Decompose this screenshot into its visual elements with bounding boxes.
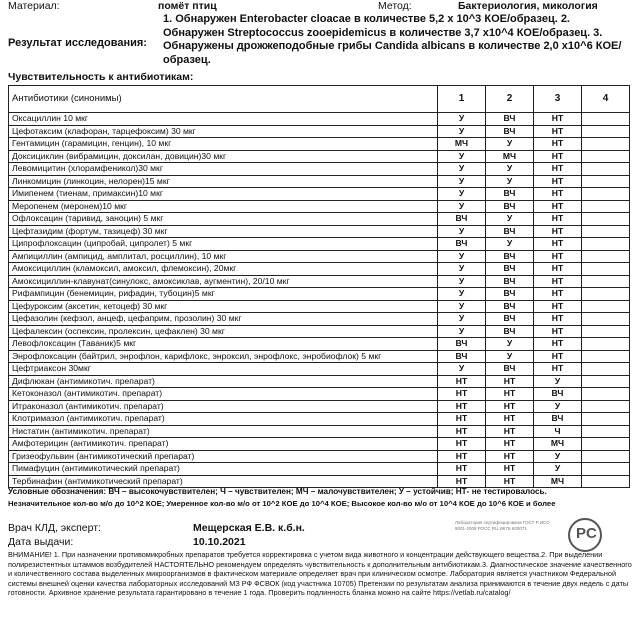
antibiotic-name: Левофлоксацин (Таваник)5 мкг bbox=[9, 338, 438, 351]
sensitivity-cell: ВЧ bbox=[438, 338, 486, 351]
sensitivity-cell: ВЧ bbox=[486, 188, 534, 201]
sensitivity-cell: НТ bbox=[534, 113, 582, 126]
sensitivity-cell bbox=[582, 150, 630, 163]
sensitivity-cell: У bbox=[486, 238, 534, 251]
sensitivity-cell: У bbox=[438, 150, 486, 163]
sensitivity-cell: У bbox=[438, 200, 486, 213]
sensitivity-cell: НТ bbox=[534, 175, 582, 188]
antibiotic-name: Тербинафин (антимикотический препарат) bbox=[9, 475, 438, 488]
sensitivity-cell bbox=[582, 138, 630, 151]
sensitivity-cell: НТ bbox=[534, 325, 582, 338]
sensitivity-cell: НТ bbox=[486, 425, 534, 438]
sensitivity-cell: НТ bbox=[486, 450, 534, 463]
sensitivity-cell: НТ bbox=[486, 463, 534, 476]
sensitivity-cell: У bbox=[486, 163, 534, 176]
table-row bbox=[9, 350, 630, 363]
sensitivity-cell: НТ bbox=[534, 125, 582, 138]
table-row bbox=[9, 363, 630, 376]
sensitivity-cell: НТ bbox=[534, 188, 582, 201]
antibiotic-name: Амфотерицин (антимикотич. препарат) bbox=[9, 438, 438, 451]
sensitivity-cell: НТ bbox=[534, 225, 582, 238]
table-row bbox=[9, 238, 630, 251]
column-header: 4 bbox=[582, 86, 630, 113]
sensitivity-cell: ВЧ bbox=[486, 200, 534, 213]
sensitivity-cell: НТ bbox=[486, 438, 534, 451]
sensitivity-cell: У bbox=[486, 175, 534, 188]
sensitivity-table bbox=[8, 85, 630, 488]
table-row bbox=[9, 200, 630, 213]
sensitivity-cell: НТ bbox=[534, 163, 582, 176]
table-row bbox=[9, 113, 630, 126]
table-row bbox=[9, 438, 630, 451]
antibiotic-name: Левомицитин (хлорамфеникол)30 мкг bbox=[9, 163, 438, 176]
sensitivity-cell: НТ bbox=[486, 400, 534, 413]
sensitivity-cell bbox=[582, 263, 630, 276]
sensitivity-cell bbox=[582, 113, 630, 126]
notes-text: ВНИМАНИЕ! 1. При назначении противомикробных препаратов требуется корректировка с учетом вида животного и концентрации действующего вещества.2. При выделении полирезистентных штаммов возбудителей НАСТОЯТЕЛЬНО рекомендуем определять чувствительность к дополнительным антибиотикам.3. Диагностическое значение качественного и количественного состава выделенных микроорганизмов в фактическом материале определяет врач при клиническом осмотре. Лаборатория является участником Федеральной системы внешней оценки качества лабораторных исследований МЗ РФ ФСВОК (код участника 10705) Претензии по результатам анализа принимаются в течение двух недель с даты готовности. Архивное хранение результата гарантировано в течение 1 года. Проверить подлинность бланка можно на сайте https://vetlab.ru/catalog/ bbox=[8, 550, 632, 597]
antibiotic-name: Оксациллин 10 мкг bbox=[9, 113, 438, 126]
issue-date-label: Дата выдачи: bbox=[8, 536, 74, 548]
sensitivity-cell: У bbox=[438, 313, 486, 326]
antibiotic-name: Амоксициллин (кламоксил, амоксил, флемоксин), 20мкг bbox=[9, 263, 438, 276]
method-label: Метод: bbox=[378, 0, 412, 12]
antibiotic-name: Цефалексин (оспексин, пролексин, цефаклен) 30 мкг bbox=[9, 325, 438, 338]
table-row bbox=[9, 288, 630, 301]
sensitivity-cell bbox=[582, 325, 630, 338]
antibiotic-name: Линкомицин (линкоцин, нелорен)15 мкг bbox=[9, 175, 438, 188]
table-row bbox=[9, 125, 630, 138]
sensitivity-cell: У bbox=[486, 350, 534, 363]
table-row bbox=[9, 275, 630, 288]
sensitivity-cell: У bbox=[438, 263, 486, 276]
sensitivity-cell: МЧ bbox=[438, 138, 486, 151]
sensitivity-cell: НТ bbox=[534, 200, 582, 213]
sensitivity-cell bbox=[582, 250, 630, 263]
antibiotic-name: Цефуроксим (аксетин, кетоцеф) 30 мкг bbox=[9, 300, 438, 313]
header bbox=[8, 0, 628, 12]
table-row bbox=[9, 163, 630, 176]
antibiotic-name: Кетоконазол (антимикотич. препарат) bbox=[9, 388, 438, 401]
result-text: 1. Обнаружен Enterobacter cloacae в количестве 5,2 x 10^3 КОЕ/образец. 2. Обнаружен Streptococcus zooepidemicus в количестве 3,7 x10^4 КОЕ/образец. 3. Обнаружены дрожжеподобные грибы Candida albicans в количестве 2,0 x10^6 КОЕ/образец. bbox=[163, 13, 622, 66]
sensitivity-cell: НТ bbox=[438, 450, 486, 463]
sensitivity-cell: У bbox=[486, 138, 534, 151]
sensitivity-cell: У bbox=[438, 125, 486, 138]
sensitivity-cell: У bbox=[438, 163, 486, 176]
sensitivity-cell: У bbox=[438, 188, 486, 201]
sensitivity-cell: НТ bbox=[534, 338, 582, 351]
sensitivity-cell: У bbox=[438, 225, 486, 238]
sensitivity-cell: ВЧ bbox=[486, 325, 534, 338]
sensitivity-cell: Ч bbox=[534, 425, 582, 438]
antibiotic-name: Цефтриаксон 30мкг bbox=[9, 363, 438, 376]
sensitivity-cell: У bbox=[438, 275, 486, 288]
antibiotic-name: Офлоксацин (таривид, заноцин) 5 мкг bbox=[9, 213, 438, 226]
antibiotic-name: Ципрофлоксацин (ципробай, ципролет) 5 мкг bbox=[9, 238, 438, 251]
table-row bbox=[9, 425, 630, 438]
doctor-name: Мещерская Е.В. к.б.н. bbox=[193, 522, 305, 534]
antibiotic-name: Цефазолин (кефзол, анцеф, цефаприм, прозолин) 30 мкг bbox=[9, 313, 438, 326]
certification-stamp: Лаборатория сертифицирована ГОСТ Р ИСО 9001-2008 РОСС RU.ИК76.К00071 bbox=[455, 520, 550, 531]
sensitivity-cell: НТ bbox=[438, 375, 486, 388]
sensitivity-cell bbox=[582, 400, 630, 413]
doctor-label: Врач КЛД, эксперт: bbox=[8, 522, 101, 534]
antibiotic-name: Пимафуцин (антимикотический препарат) bbox=[9, 463, 438, 476]
antibiotic-name: Меропенем (меронем)10 мкг bbox=[9, 200, 438, 213]
sensitivity-cell: НТ bbox=[438, 413, 486, 426]
sensitivity-cell: НТ bbox=[438, 438, 486, 451]
sensitivity-cell: НТ bbox=[534, 213, 582, 226]
sensitivity-cell: У bbox=[534, 375, 582, 388]
sensitivity-cell: У bbox=[534, 450, 582, 463]
table-row bbox=[9, 150, 630, 163]
antibiotic-name: Цефотаксим (клафоран, тарцефоксим) 30 мкг bbox=[9, 125, 438, 138]
sensitivity-cell bbox=[582, 188, 630, 201]
sensitivity-cell: ВЧ bbox=[534, 413, 582, 426]
antibiotic-name: Доксициклин (вибрамицин, доксилан, довицин)30 мкг bbox=[9, 150, 438, 163]
sensitivity-cell bbox=[582, 163, 630, 176]
sensitivity-cell bbox=[582, 288, 630, 301]
sensitivity-cell: ВЧ bbox=[486, 113, 534, 126]
antibiotic-name: Цефтазидим (фортум, тазицеф) 30 мкг bbox=[9, 225, 438, 238]
sensitivity-cell: У bbox=[438, 175, 486, 188]
column-header: 2 bbox=[486, 86, 534, 113]
issue-date-line bbox=[8, 536, 246, 548]
antibiotic-name: Итраконазол (антимикотич. препарат) bbox=[9, 400, 438, 413]
sensitivity-cell: МЧ bbox=[486, 150, 534, 163]
sensitivity-cell: У bbox=[438, 300, 486, 313]
table-header-row bbox=[9, 86, 630, 113]
sensitivity-cell: ВЧ bbox=[438, 350, 486, 363]
table-row bbox=[9, 463, 630, 476]
sensitivity-cell: ВЧ bbox=[486, 288, 534, 301]
sensitivity-cell bbox=[582, 450, 630, 463]
sensitivity-cell bbox=[582, 425, 630, 438]
legend-line: Условные обозначения: ВЧ – высокочувствителен; Ч – чувствителен; МЧ – малочувствителен; У – устойчив; НТ- не тестировалось. bbox=[8, 487, 547, 496]
table-row bbox=[9, 263, 630, 276]
antibiotic-name: Рифампицин (бенемицин, рифадин, тубоцин)5 мкг bbox=[9, 288, 438, 301]
table-row bbox=[9, 450, 630, 463]
antibiotic-name: Клотримазол (антимикотич. препарат) bbox=[9, 413, 438, 426]
sensitivity-cell: НТ bbox=[534, 300, 582, 313]
antibiotic-name: Гентамицин (гарамицин, генцин), 10 мкг bbox=[9, 138, 438, 151]
column-header: Антибиотики (синонимы) bbox=[9, 86, 438, 113]
sensitivity-cell bbox=[582, 200, 630, 213]
legend-quantity-line: Незначительное кол-во м/о до 10^2 КОЕ; Умеренное кол-во м/о от 10^2 КОЕ до 10^4 КОЕ; Высокое кол-во м/о от 10^4 КОЕ до 10^6 КОЕ и более bbox=[8, 499, 556, 508]
antibiotic-name: Амоксициллин-клавунат(синулокс, амоксиклав, аугментин), 20/10 мкг bbox=[9, 275, 438, 288]
sensitivity-cell: ВЧ bbox=[486, 363, 534, 376]
table-row bbox=[9, 300, 630, 313]
table-row bbox=[9, 400, 630, 413]
doctor-line bbox=[8, 522, 305, 534]
table-row bbox=[9, 213, 630, 226]
sensitivity-cell: НТ bbox=[534, 238, 582, 251]
antibiotic-name: Имипенем (тиенам, примаксин)10 мкг bbox=[9, 188, 438, 201]
sensitivity-cell: НТ bbox=[534, 363, 582, 376]
sensitivity-cell: ВЧ bbox=[486, 275, 534, 288]
sensitivity-cell: НТ bbox=[534, 250, 582, 263]
sensitivity-cell bbox=[582, 438, 630, 451]
sensitivity-cell: НТ bbox=[534, 313, 582, 326]
sensitivity-cell: У bbox=[534, 463, 582, 476]
antibiotic-name: Гризеофульвин (антимикотический препарат) bbox=[9, 450, 438, 463]
sensitivity-title: Чувствительность к антибиотикам: bbox=[8, 71, 194, 83]
sensitivity-cell: ВЧ bbox=[486, 263, 534, 276]
column-header: 1 bbox=[438, 86, 486, 113]
certification-logo: PC bbox=[568, 518, 602, 552]
sensitivity-cell: У bbox=[438, 250, 486, 263]
sensitivity-cell: МЧ bbox=[534, 438, 582, 451]
sensitivity-cell bbox=[582, 350, 630, 363]
material-value: помёт птиц bbox=[158, 0, 217, 12]
sensitivity-cell: НТ bbox=[486, 413, 534, 426]
sensitivity-cell: НТ bbox=[486, 388, 534, 401]
table-row bbox=[9, 175, 630, 188]
sensitivity-cell: НТ bbox=[486, 475, 534, 488]
sensitivity-cell bbox=[582, 363, 630, 376]
sensitivity-cell: ВЧ bbox=[486, 250, 534, 263]
issue-date: 10.10.2021 bbox=[193, 536, 246, 548]
sensitivity-cell bbox=[582, 413, 630, 426]
table-row bbox=[9, 313, 630, 326]
sensitivity-cell: НТ bbox=[534, 350, 582, 363]
sensitivity-cell: НТ bbox=[534, 288, 582, 301]
sensitivity-cell: МЧ bbox=[534, 475, 582, 488]
table-row bbox=[9, 325, 630, 338]
sensitivity-cell: НТ bbox=[534, 150, 582, 163]
table-row bbox=[9, 250, 630, 263]
antibiotic-name: Нистатин (антимикотич. препарат) bbox=[9, 425, 438, 438]
sensitivity-cell bbox=[582, 125, 630, 138]
sensitivity-cell bbox=[582, 175, 630, 188]
table-row bbox=[9, 338, 630, 351]
sensitivity-cell: У bbox=[438, 363, 486, 376]
sensitivity-cell bbox=[582, 213, 630, 226]
table-row bbox=[9, 413, 630, 426]
sensitivity-cell: НТ bbox=[534, 138, 582, 151]
sensitivity-cell bbox=[582, 388, 630, 401]
sensitivity-cell: У bbox=[438, 288, 486, 301]
sensitivity-cell: НТ bbox=[438, 475, 486, 488]
sensitivity-cell: ВЧ bbox=[486, 313, 534, 326]
sensitivity-cell: ВЧ bbox=[486, 225, 534, 238]
material-label: Материал: bbox=[8, 0, 60, 12]
column-header: 3 bbox=[534, 86, 582, 113]
sensitivity-cell bbox=[582, 300, 630, 313]
sensitivity-cell: ВЧ bbox=[438, 238, 486, 251]
sensitivity-cell: НТ bbox=[534, 263, 582, 276]
table-row bbox=[9, 388, 630, 401]
sensitivity-cell bbox=[582, 463, 630, 476]
sensitivity-cell: У bbox=[438, 325, 486, 338]
sensitivity-cell bbox=[582, 338, 630, 351]
sensitivity-cell: ВЧ bbox=[486, 300, 534, 313]
sensitivity-cell: НТ bbox=[438, 400, 486, 413]
sensitivity-cell: У bbox=[486, 338, 534, 351]
sensitivity-cell: ВЧ bbox=[486, 125, 534, 138]
table-row bbox=[9, 138, 630, 151]
sensitivity-cell bbox=[582, 225, 630, 238]
sensitivity-cell: НТ bbox=[438, 425, 486, 438]
sensitivity-cell: НТ bbox=[486, 375, 534, 388]
sensitivity-cell: У bbox=[486, 213, 534, 226]
sensitivity-cell: НТ bbox=[534, 275, 582, 288]
method-value: Бактериология, микология bbox=[458, 0, 598, 12]
sensitivity-cell bbox=[582, 313, 630, 326]
sensitivity-cell: У bbox=[534, 400, 582, 413]
sensitivity-cell: ВЧ bbox=[438, 213, 486, 226]
sensitivity-cell: У bbox=[438, 113, 486, 126]
antibiotic-name: Ампициллин (ампицид, амплитал, росциллин), 10 мкг bbox=[9, 250, 438, 263]
sensitivity-cell bbox=[582, 238, 630, 251]
table-row bbox=[9, 375, 630, 388]
antibiotic-name: Энрофлоксацин (байтрил, энрофлон, карифлокс, энроксил, энрофлокс, энробиофлок) 5 мкг bbox=[9, 350, 438, 363]
sensitivity-cell bbox=[582, 375, 630, 388]
table-row bbox=[9, 225, 630, 238]
antibiotic-name: Дифлюкан (антимикотич. препарат) bbox=[9, 375, 438, 388]
result-label: Результат исследования: bbox=[8, 37, 147, 49]
sensitivity-cell: НТ bbox=[438, 388, 486, 401]
sensitivity-cell: ВЧ bbox=[534, 388, 582, 401]
sensitivity-cell bbox=[582, 275, 630, 288]
sensitivity-cell: НТ bbox=[438, 463, 486, 476]
table-row bbox=[9, 188, 630, 201]
